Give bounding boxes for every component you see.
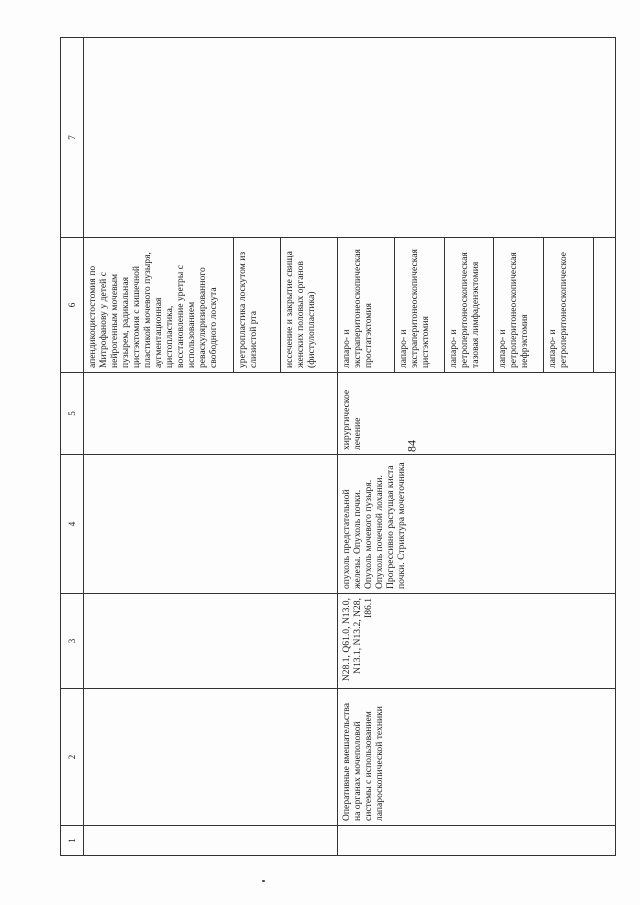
cell-empty: [84, 38, 616, 238]
method-cell: [84, 238, 234, 373]
cell-empty: [594, 238, 616, 373]
col-header-1: 1: [61, 826, 84, 856]
scan-speck: [262, 880, 265, 882]
diagnosis-cell: [338, 455, 616, 594]
diagnosis-text: опухоль предстательной железы. Опухоль почки. Опухоль мочевого пузыря. Опухоль почечной лоханки. Прогрессивно растущая киста почки. Стриктура мочеточника: [341, 462, 408, 589]
method-cell: [494, 238, 544, 373]
method-text: апендикоцистостомия по Митрофанову у детей с нейрогенным мочевым пузырем, радикальная цистэктомия с кишечной пластикой мочевого пузыря, аугментационная цистопластика, восстановление уретры с использованием реваскуляризированного свободного лоскута: [87, 252, 220, 368]
method-cell: [234, 238, 281, 373]
cell-empty: [84, 594, 338, 689]
diagnosis-codes: N28.1, Q61.0, N13.0, N13.1, N13.2, N28, I86.1: [341, 598, 375, 682]
method-text: лапаро- и экстраперитонеоскопическая цистэктомия: [398, 249, 432, 368]
method-text: лапаро- и экстраперитонеоскопическая простатэктомия: [341, 249, 375, 368]
header-row: [61, 38, 84, 856]
method-cell: [544, 238, 594, 373]
method-text: уретропластика лоскутом из слизистой рта: [237, 251, 260, 368]
codes-cell: [338, 594, 616, 689]
cell-empty: [338, 826, 616, 856]
method-text: лапаро- и ретроперитонеоскопическая тазовая лимфаденэктомия: [448, 252, 482, 368]
treatment-text: хирургическое лечение: [341, 389, 364, 450]
cell-empty: [84, 373, 338, 455]
col-header-6: 6: [61, 238, 84, 373]
method-cell: [281, 238, 338, 373]
treatment-cell: [338, 373, 616, 455]
cell-empty: [84, 689, 338, 826]
method-cell: [338, 238, 395, 373]
method-text: лапаро- и ретроперитонеоскопическое: [547, 252, 570, 368]
procedures-table: [60, 37, 616, 856]
col-header-4: 4: [61, 455, 84, 594]
table-row: [84, 38, 234, 856]
section-name: Оперативные вмешательства на органах мочеполовой системы с использованием лапароскопической техники: [341, 702, 386, 821]
col-header-3: 3: [61, 594, 84, 689]
method-cell: [395, 238, 445, 373]
rotated-table-wrapper: [60, 38, 613, 856]
col-header-5: 5: [61, 373, 84, 455]
col-header-7: 7: [61, 38, 84, 238]
method-text: иссечение и закрытие свища женских половых органов (фистулопластика): [284, 251, 318, 368]
cell-empty: [84, 826, 338, 856]
page-number: 84: [404, 440, 419, 452]
cell-empty: [84, 455, 338, 594]
col-header-2: 2: [61, 689, 84, 826]
section-name-cell: [338, 689, 616, 826]
method-cell: [445, 238, 494, 373]
method-text: лапаро- и ретроперитонеоскопическая нефрэктомия: [497, 252, 531, 368]
